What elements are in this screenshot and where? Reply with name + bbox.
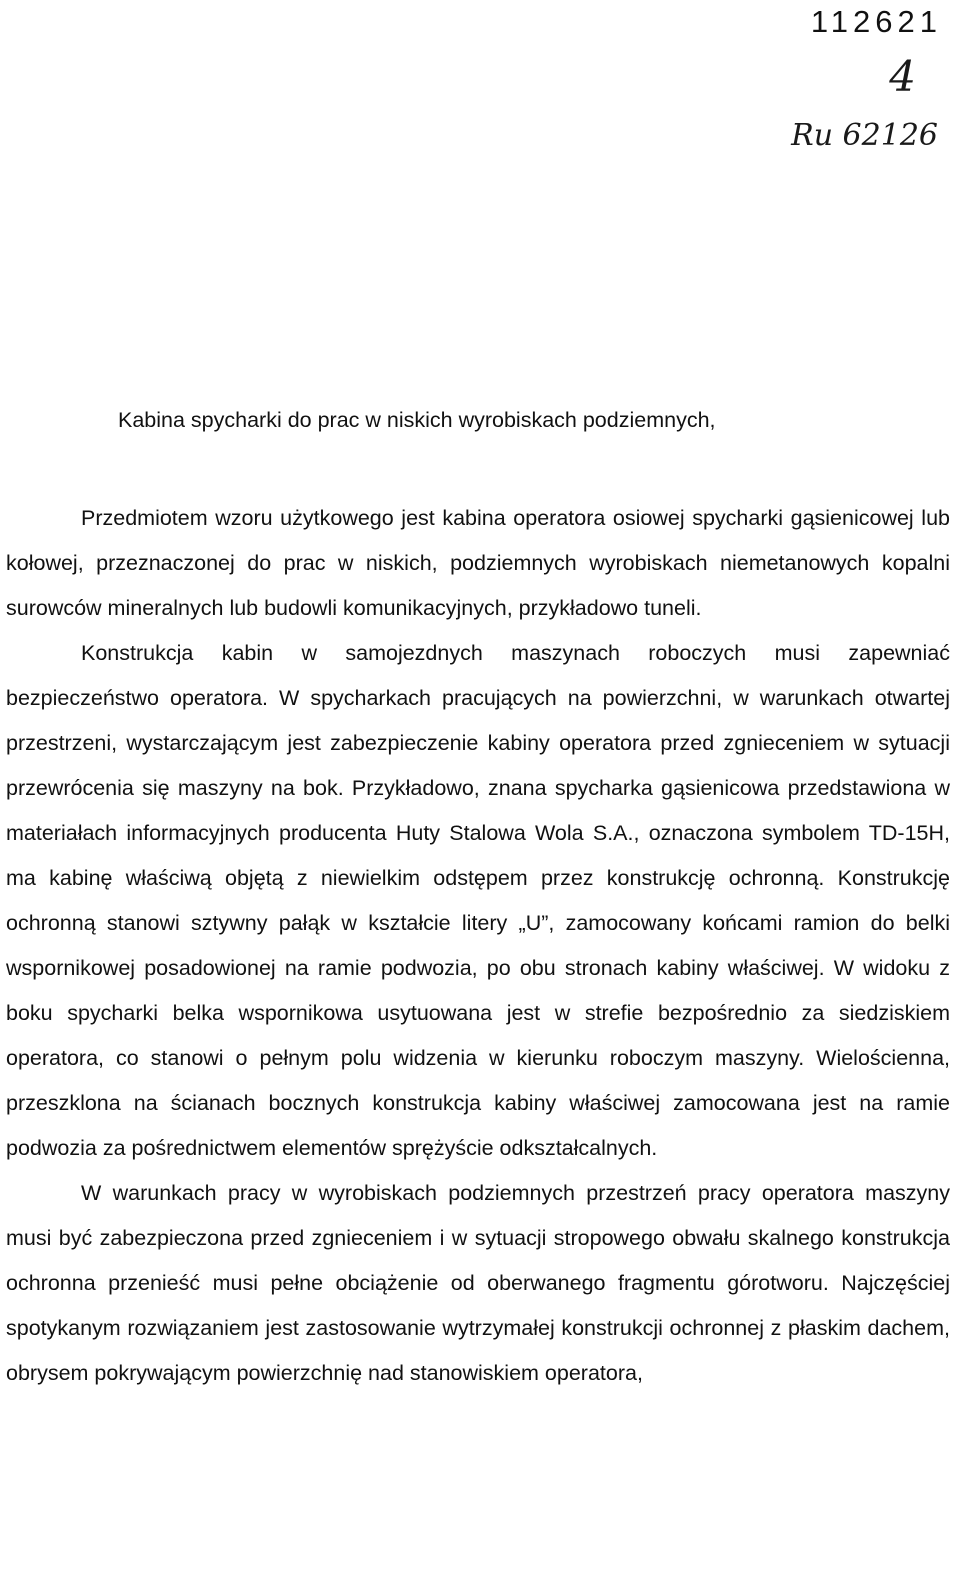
paragraph: Konstrukcja kabin w samojezdnych maszynach roboczych musi zapewniać bezpieczeństwo operatora. W spycharkach pracujących na powierzchni, w warunkach otwartej przestrzeni, wystarczającym jest zabezpieczenie kabiny operatora przed zgnieceniem w sytuacji przewrócenia się maszyny na bok. Przykładowo, znana spycharka gąsienicowa przedstawiona w materiałach informacyjnych producenta Huty Stalowa Wola S.A., oznaczona symbolem TD-15H, ma kabinę właściwą objętą z niewielkim odstępem przez konstrukcję ochronną. Konstrukcję ochronną stanowi sztywny pałąk w kształcie litery „U”, zamocowany końcami ramion do belki wspornikowej posadowionej na ramie podwozia, po obu stronach kabiny właściwej. W widoku z boku spycharki belka wspornikowa usytuowana jest w strefie bezpośrednio za siedziskiem operatora, co stanowi o pełnym polu widzenia w kierunku roboczym maszyny. Wielościenna, przeszklona na ścianach bocznych konstrukcja kabiny właściwej zamocowana jest na ramie podwozia za pośrednictwem elementów sprężyście odkształcalnych. bbox=[6, 641, 950, 1160]
document-number: 112621 bbox=[810, 4, 942, 39]
paragraph: Przedmiotem wzoru użytkowego jest kabina operatora osiowej spycharki gąsienicowej lub kołowej, przeznaczonej do prac w niskich, podziemnych wyrobiskach niemetanowych kopalni surowców mineralnych lub budowli komunikacyjnych, przykładowo tuneli. bbox=[6, 506, 950, 620]
document-title: Kabina spycharki do prac w niskich wyrobiskach podziemnych, bbox=[118, 408, 716, 432]
paragraph: W warunkach pracy w wyrobiskach podziemnych przestrzeń pracy operatora maszyny musi być zabezpieczona przed zgnieceniem i w sytuacji stropowego obwału skalnego konstrukcja ochronna przenieść musi pełne obciążenie od oberwanego fragmentu górotworu. Najczęściej spotykanym rozwiązaniem jest zastosowanie wytrzymałej konstrukcji ochronnej z płaskim dachem, obrysem pokrywającym powierzchnię nad stanowiskiem operatora, bbox=[6, 1181, 950, 1385]
document-body bbox=[6, 496, 950, 1396]
handwritten-page-number: 4 bbox=[889, 52, 916, 101]
handwritten-reference: Ru 62126 bbox=[791, 118, 938, 153]
